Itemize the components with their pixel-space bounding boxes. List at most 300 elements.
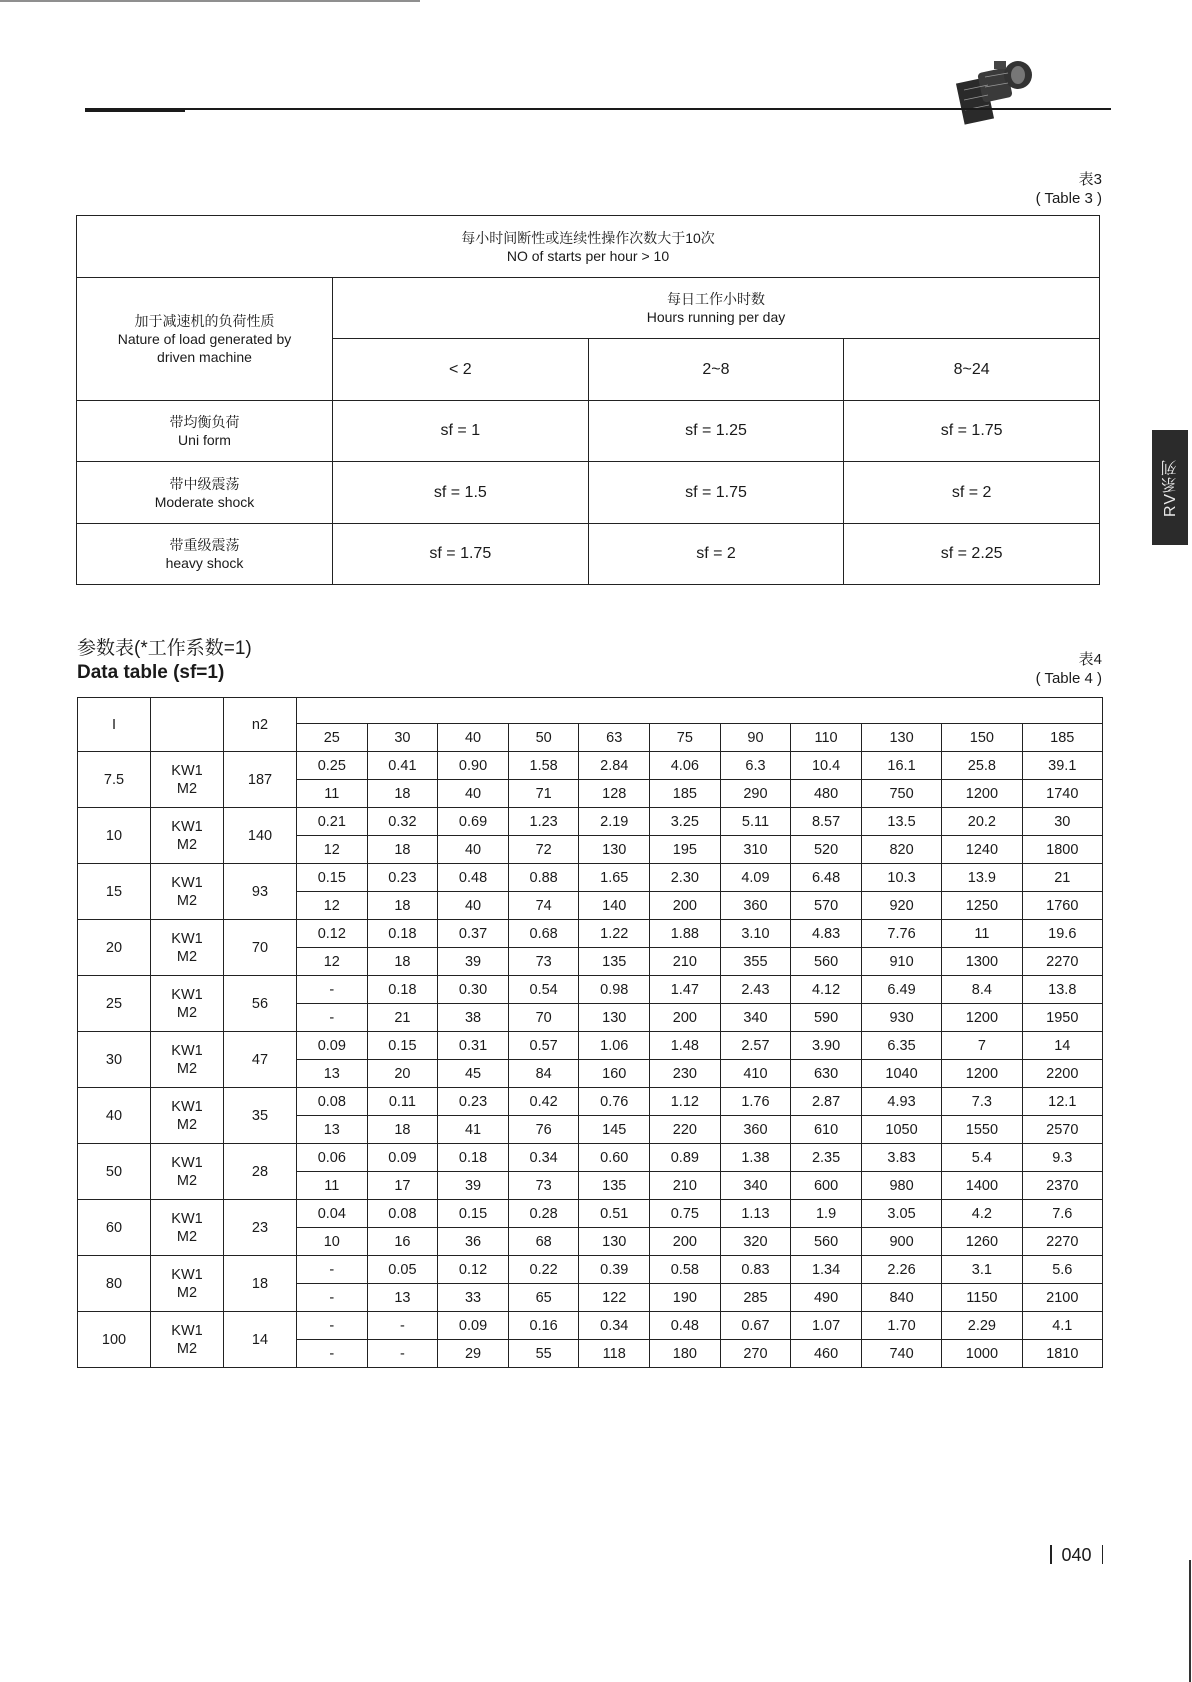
kw1-value: 13.8 [1022,976,1102,1004]
m2-value: 70 [508,1004,579,1032]
page-number-value: 040 [1061,1545,1092,1565]
table-row-kw1 [78,976,1103,1004]
service-factor-table [76,215,1100,585]
m2-label: M2 [176,1284,198,1301]
kw1-value: 8.4 [942,976,1022,1004]
kw1-value: 0.23 [367,864,438,892]
n2-cell: 47 [224,1032,297,1088]
m2-value: 840 [861,1284,941,1312]
kw1-value: 1.22 [579,920,650,948]
kw1-value: 0.98 [579,976,650,1004]
kw1-value: 0.18 [367,920,438,948]
kw1-value: 4.06 [650,752,721,780]
m2-value: 185 [650,780,721,808]
kw1-value: 0.42 [508,1088,579,1116]
kw1-value: 4.09 [720,864,791,892]
m2-value: 1800 [1022,836,1102,864]
kw1-value: 0.28 [508,1200,579,1228]
kw1-value: 0.51 [579,1200,650,1228]
m2-value: 76 [508,1116,579,1144]
m2-value: 73 [508,1172,579,1200]
page-number-bar-right [1102,1545,1104,1564]
kw1-value: 3.1 [942,1256,1022,1284]
m2-label: M2 [176,1340,198,1357]
kw1-label: KW1 [171,1154,203,1171]
kw1-value: 1.06 [579,1032,650,1060]
load-type-cell [77,524,333,585]
table3-row [77,462,1100,524]
kw1-value: 0.88 [508,864,579,892]
col-ratio-header: I [78,698,151,752]
m2-value: 55 [508,1340,579,1368]
kw1-value: 0.57 [508,1032,579,1060]
m2-value: 1550 [942,1116,1022,1144]
m2-label: M2 [176,1172,198,1189]
table-row-kw1 [78,1032,1103,1060]
m2-value: 17 [367,1172,438,1200]
table3-title-cell [77,216,1100,278]
unit-cell [151,1032,224,1088]
kw1-value: 0.58 [650,1256,721,1284]
kw1-value: 2.87 [791,1088,862,1116]
sf-cell: sf = 2 [588,524,844,585]
m2-value: 210 [650,1172,721,1200]
m2-value: 18 [367,948,438,976]
kw1-value: 6.48 [791,864,862,892]
unit-cell [151,752,224,808]
m2-value: 200 [650,1004,721,1032]
size-header: 75 [650,724,721,752]
m2-value: 480 [791,780,862,808]
m2-value: 140 [579,892,650,920]
m2-value: 29 [438,1340,509,1368]
kw1-value: 0.68 [508,920,579,948]
kw1-value: 0.54 [508,976,579,1004]
m2-value: 73 [508,948,579,976]
kw1-value: 0.34 [579,1312,650,1340]
unit-cell [151,976,224,1032]
n2-cell: 28 [224,1144,297,1200]
m2-value: 520 [791,836,862,864]
ratio-cell: 30 [78,1032,151,1088]
m2-label: M2 [176,948,198,965]
m2-value: 118 [579,1340,650,1368]
kw1-value: 0.25 [297,752,368,780]
kw1-label: KW1 [171,874,203,891]
m2-value: 2200 [1022,1060,1102,1088]
size-header: 185 [1022,724,1102,752]
m2-value: 1260 [942,1228,1022,1256]
kw1-value: 20.2 [942,808,1022,836]
m2-value: 128 [579,780,650,808]
kw1-value: 0.05 [367,1256,438,1284]
kw1-value: 19.6 [1022,920,1102,948]
m2-value: 33 [438,1284,509,1312]
kw1-value: 2.30 [650,864,721,892]
m2-value: 320 [720,1228,791,1256]
n2-cell: 140 [224,808,297,864]
m2-value: 45 [438,1060,509,1088]
kw1-value: 0.15 [367,1032,438,1060]
m2-value: 220 [650,1116,721,1144]
m2-value: 590 [791,1004,862,1032]
table-row-kw1 [78,1256,1103,1284]
kw1-value: 0.15 [438,1200,509,1228]
unit-cell [151,920,224,976]
kw1-value: 3.83 [861,1144,941,1172]
kw1-value: 0.89 [650,1144,721,1172]
kw1-value: 3.10 [720,920,791,948]
ratio-cell: 60 [78,1200,151,1256]
header-divider-accent [85,110,185,112]
m2-value: 290 [720,780,791,808]
m2-value: 12 [297,948,368,976]
m2-value: 1760 [1022,892,1102,920]
m2-value: 18 [367,836,438,864]
table-row-kw1 [78,1200,1103,1228]
m2-value: 130 [579,1228,650,1256]
hours-header [333,278,1100,339]
kw1-value: 0.09 [438,1312,509,1340]
size-header: 30 [367,724,438,752]
unit-cell [151,808,224,864]
kw1-value: 0.48 [650,1312,721,1340]
kw1-value: 6.35 [861,1032,941,1060]
ratio-cell: 100 [78,1312,151,1368]
gear-motor-icon [950,55,1040,127]
m2-value: 18 [367,1116,438,1144]
kw1-value: 5.4 [942,1144,1022,1172]
m2-value: 460 [791,1340,862,1368]
kw1-value: 0.09 [297,1032,368,1060]
load-nature-header-en: Nature of load generated by driven machine [117,331,292,365]
m2-value: 340 [720,1004,791,1032]
kw1-value: 0.23 [438,1088,509,1116]
m2-value: 68 [508,1228,579,1256]
hours-col-lt2: < 2 [333,339,589,401]
m2-value: 1200 [942,780,1022,808]
m2-value: 40 [438,780,509,808]
m2-label: M2 [176,1004,198,1021]
kw1-value: 0.15 [297,864,368,892]
m2-value: 230 [650,1060,721,1088]
n2-cell: 18 [224,1256,297,1312]
kw1-value: 10.3 [861,864,941,892]
kw1-value: 0.16 [508,1312,579,1340]
kw1-value: 7.6 [1022,1200,1102,1228]
load-type-cell [77,462,333,524]
m2-label: M2 [176,1060,198,1077]
size-header: 63 [579,724,650,752]
m2-value: 13 [367,1284,438,1312]
kw1-value: 1.65 [579,864,650,892]
table-row-kw1 [78,920,1103,948]
ratio-cell: 20 [78,920,151,976]
m2-value: 570 [791,892,862,920]
m2-value: 1240 [942,836,1022,864]
table4-caption [1036,650,1102,688]
kw1-value: 30 [1022,808,1102,836]
ratio-cell: 25 [78,976,151,1032]
m2-value: 355 [720,948,791,976]
table-row-kw1 [78,752,1103,780]
m2-value: 340 [720,1172,791,1200]
kw1-value: 1.13 [720,1200,791,1228]
kw1-value: 12.1 [1022,1088,1102,1116]
kw1-value: 6.49 [861,976,941,1004]
table4-title [77,637,252,685]
scan-artifact-line [0,0,420,2]
kw1-label: KW1 [171,986,203,1003]
ratio-cell: 10 [78,808,151,864]
m2-value: 135 [579,1172,650,1200]
kw1-value: 1.9 [791,1200,862,1228]
kw1-value: 1.76 [720,1088,791,1116]
m2-value: 560 [791,948,862,976]
kw1-value: 1.88 [650,920,721,948]
table-row-kw1 [78,864,1103,892]
unit-cell [151,1200,224,1256]
m2-value: 1150 [942,1284,1022,1312]
m2-value: 490 [791,1284,862,1312]
kw1-value: 8.57 [791,808,862,836]
m2-value: 1200 [942,1060,1022,1088]
sf-cell: sf = 2 [844,462,1100,524]
m2-value: 21 [367,1004,438,1032]
hours-col-2-8: 2~8 [588,339,844,401]
kw1-value: 1.23 [508,808,579,836]
kw1-value: 0.83 [720,1256,791,1284]
table4-caption-en: ( Table 4 ) [1035,670,1102,687]
m2-value: - [297,1284,368,1312]
load-type-cell [77,401,333,462]
kw1-value: 13.9 [942,864,1022,892]
kw1-value: 0.18 [367,976,438,1004]
n2-cell: 93 [224,864,297,920]
m2-value: 310 [720,836,791,864]
sf-cell: sf = 1.5 [333,462,589,524]
kw1-value: 5.6 [1022,1256,1102,1284]
m2-value: 1740 [1022,780,1102,808]
m2-value: 1000 [942,1340,1022,1368]
kw1-value: 7.3 [942,1088,1022,1116]
m2-value: 38 [438,1004,509,1032]
size-header: 50 [508,724,579,752]
m2-value: 610 [791,1116,862,1144]
m2-value: 135 [579,948,650,976]
m2-value: 12 [297,836,368,864]
kw1-value: 2.19 [579,808,650,836]
series-side-tab-label: RV系列 [1161,458,1179,517]
kw1-value: 4.2 [942,1200,1022,1228]
m2-value: 65 [508,1284,579,1312]
m2-value: - [367,1340,438,1368]
m2-value: 18 [367,892,438,920]
kw1-value: 21 [1022,864,1102,892]
m2-value: 195 [650,836,721,864]
m2-value: 130 [579,1004,650,1032]
hours-col-8-24: 8~24 [844,339,1100,401]
table3-title-cn: 每小时间断性或连续性操作次数大于10次 [461,229,715,246]
m2-value: 122 [579,1284,650,1312]
m2-value: 40 [438,836,509,864]
n2-cell: 14 [224,1312,297,1368]
kw1-value: 13.5 [861,808,941,836]
table3-caption-en: ( Table 3 ) [1035,190,1102,207]
table-row-kw1 [78,1312,1103,1340]
kw1-value: 0.48 [438,864,509,892]
m2-value: 1200 [942,1004,1022,1032]
table3-caption-cn: 表3 [1078,171,1102,188]
kw1-label: KW1 [171,1098,203,1115]
m2-value: 2270 [1022,948,1102,976]
m2-value: 71 [508,780,579,808]
kw1-value: 39.1 [1022,752,1102,780]
m2-value: 20 [367,1060,438,1088]
kw1-value: 0.34 [508,1144,579,1172]
size-header: 25 [297,724,368,752]
hours-header-cn: 每日工作小时数 [667,291,765,307]
kw1-value: 1.58 [508,752,579,780]
kw1-value: 0.09 [367,1144,438,1172]
kw1-label: KW1 [171,1210,203,1227]
kw1-value: - [367,1312,438,1340]
kw1-label: KW1 [171,1266,203,1283]
kw1-value: 16.1 [861,752,941,780]
col-n2-header: n2 [224,698,297,752]
data-table [77,697,1103,1368]
m2-value: 40 [438,892,509,920]
kw1-value: 0.22 [508,1256,579,1284]
kw1-value: - [297,1312,368,1340]
m2-value: 200 [650,892,721,920]
ratio-cell: 50 [78,1144,151,1200]
m2-value: 410 [720,1060,791,1088]
size-header: 110 [791,724,862,752]
m2-value: 920 [861,892,941,920]
m2-value: 72 [508,836,579,864]
m2-value: 1250 [942,892,1022,920]
table4-title-cn: 参数表(*工作系数=1) [77,638,252,659]
sf-cell: sf = 1.75 [844,401,1100,462]
table-row-kw1 [78,1088,1103,1116]
load-type-en: Moderate shock [154,493,255,510]
kw1-value: 4.12 [791,976,862,1004]
kw1-value: 0.37 [438,920,509,948]
m2-value: 1810 [1022,1340,1102,1368]
m2-value: - [297,1004,368,1032]
kw1-value: 0.67 [720,1312,791,1340]
kw1-value: 9.3 [1022,1144,1102,1172]
page-number-bar-left [1050,1545,1052,1564]
kw1-value: 2.29 [942,1312,1022,1340]
kw1-label: KW1 [171,930,203,947]
m2-value: 900 [861,1228,941,1256]
kw1-value: 2.35 [791,1144,862,1172]
sf-cell: sf = 1.25 [588,401,844,462]
m2-value: 12 [297,892,368,920]
m2-value: 1050 [861,1116,941,1144]
m2-value: 1040 [861,1060,941,1088]
m2-value: 360 [720,1116,791,1144]
load-type-cn: 带均衡负荷 [169,414,240,430]
table3-caption [1036,170,1102,208]
table-row-kw1 [78,1144,1103,1172]
size-header: 90 [720,724,791,752]
table4-title-en: Data table (sf=1) [77,662,225,683]
sf-cell: sf = 1.75 [333,524,589,585]
kw1-value: 2.57 [720,1032,791,1060]
ratio-cell: 15 [78,864,151,920]
unit-cell [151,864,224,920]
table3-row [77,524,1100,585]
table3-row [77,401,1100,462]
kw1-value: 0.06 [297,1144,368,1172]
kw1-value: 6.3 [720,752,791,780]
m2-value: 13 [297,1116,368,1144]
m2-value: 2100 [1022,1284,1102,1312]
kw1-value: 0.12 [438,1256,509,1284]
kw1-value: 14 [1022,1032,1102,1060]
kw1-value: - [297,1256,368,1284]
kw1-value: 0.90 [438,752,509,780]
kw1-value: 2.84 [579,752,650,780]
m2-label: M2 [176,892,198,909]
kw1-value: 5.11 [720,808,791,836]
m2-value: 750 [861,780,941,808]
m2-value: 39 [438,1172,509,1200]
scan-edge-line [1189,1560,1191,1682]
kw1-value: 0.31 [438,1032,509,1060]
n2-cell: 187 [224,752,297,808]
m2-value: 18 [367,780,438,808]
m2-value: 930 [861,1004,941,1032]
kw1-value: 10.4 [791,752,862,780]
sf-cell: sf = 1.75 [588,462,844,524]
kw1-value: 0.21 [297,808,368,836]
m2-value: 10 [297,1228,368,1256]
m2-value: 11 [297,1172,368,1200]
kw1-value: 25.8 [942,752,1022,780]
kw1-value: 0.32 [367,808,438,836]
unit-cell [151,1312,224,1368]
kw1-value: 3.05 [861,1200,941,1228]
m2-value: 740 [861,1340,941,1368]
m2-value: 630 [791,1060,862,1088]
series-side-tab [1152,430,1188,545]
ratio-cell: 80 [78,1256,151,1312]
kw1-label: KW1 [171,818,203,835]
m2-value: - [297,1340,368,1368]
kw1-value: 0.12 [297,920,368,948]
kw1-value: 0.60 [579,1144,650,1172]
kw1-value: 0.30 [438,976,509,1004]
hours-header-en: Hours running per day [646,309,786,325]
table3-title-en: NO of starts per hour > 10 [506,247,670,264]
m2-value: 145 [579,1116,650,1144]
m2-label: M2 [176,1228,198,1245]
m2-value: 16 [367,1228,438,1256]
kw1-value: - [297,976,368,1004]
unit-cell [151,1256,224,1312]
kw1-value: 0.75 [650,1200,721,1228]
m2-value: 2370 [1022,1172,1102,1200]
size-header: 130 [861,724,941,752]
kw1-value: 7.76 [861,920,941,948]
kw1-value: 11 [942,920,1022,948]
m2-value: 820 [861,836,941,864]
m2-value: 200 [650,1228,721,1256]
